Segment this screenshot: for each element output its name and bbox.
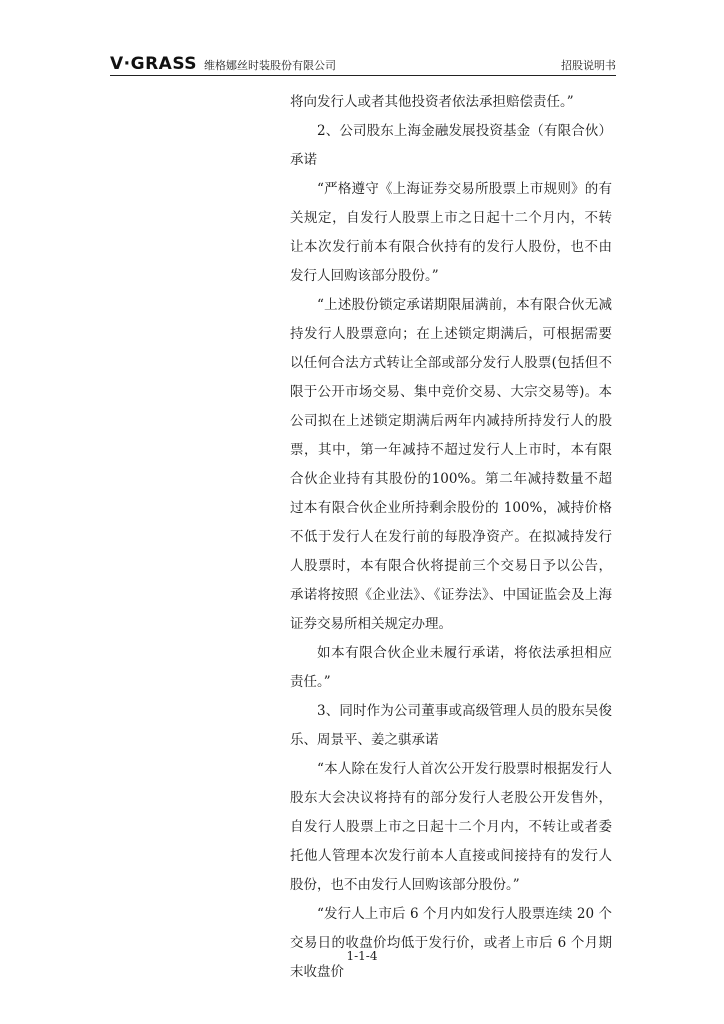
document-type: 招股说明书 — [561, 59, 616, 72]
header-divider — [110, 75, 616, 76]
paragraph-8: “发行人上市后 6 个月内如发行人股票连续 20 个交易日的收盘价均低于发行价，或者上市后 6 个月期末收盘价 — [290, 906, 612, 980]
paragraph-4: “上述股份锁定承诺期限届满前，本有限合伙无减持发行人股票意向；在上述锁定期满后，可根据需要以任何合法方式转让全部或部分发行人股票(包括但不限于公开市场交易、集中竞价交易、大宗交易等)。本公司拟在上述锁定期满后两年内减持所持发行人的股票，其中，第一年减持不超过发行人上市时，本有限合伙企业持有其股份的100%。第二年减持数量不超过本有限合伙企业所持剩余股份的 100%，减持价格不低于发行人在发行前的每股净资产。在拟减持发行人股票时，本有限合伙将提前三个交易日予以公告，承诺将按照《企业法》、《证券法》、中国证监会及上海证券交易所相关规定办理。 — [290, 297, 612, 632]
paragraph-7: “本人除在发行人首次公开发行股票时根据发行人股东大会决议将持有的部分发行人老股公开发售外，自发行人股票上市之日起十二个月内，不转让或者委托他人管理本次发行前本人直接或间接持有的发行人股份，也不由发行人回购该部分股份。” — [290, 761, 612, 893]
document-body — [290, 88, 612, 987]
page-header — [110, 54, 616, 76]
paragraph-3: “严格遵守《上海证券交易所股票上市规则》的有关规定，自发行人股票上市之日起十二个月内，不转让本次发行前本有限合伙持有的发行人股份，也不由发行人回购该部分股份。” — [290, 181, 612, 284]
page-number: 1-1-4 — [346, 949, 378, 963]
company-logo: V·GRASS — [110, 54, 198, 74]
paragraph-6: 3、同时作为公司董事或高级管理人员的股东吴俊乐、周景平、姜之骐承诺 — [290, 703, 612, 748]
paragraph-5: 如本有限合伙企业未履行承诺，将依法承担相应责任。” — [290, 645, 612, 690]
company-name: 维格娜丝时装股份有限公司 — [204, 59, 336, 72]
paragraph-1: 将向发行人或者其他投资者依法承担赔偿责任。” — [290, 94, 574, 110]
paragraph-2: 2、公司股东上海金融发展投资基金（有限合伙）承诺 — [290, 123, 612, 168]
